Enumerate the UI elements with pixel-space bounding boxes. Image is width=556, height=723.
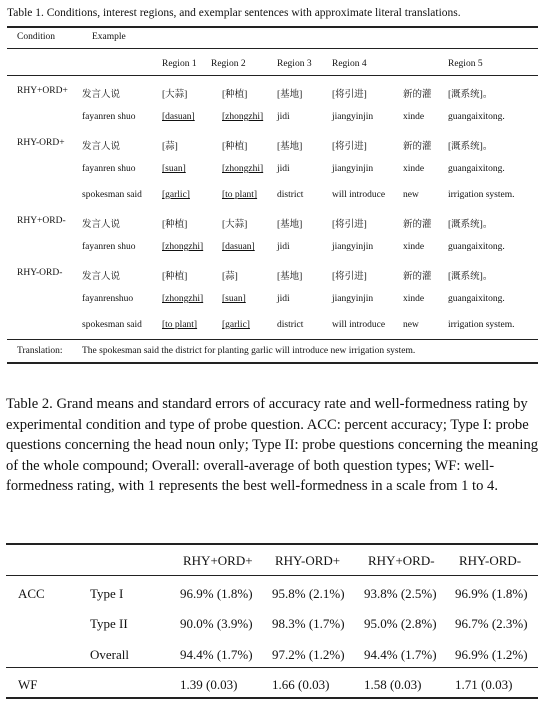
table1-cell-region-2: [to plant] (222, 190, 258, 200)
table1-cell-region-3: [基地] (277, 90, 303, 100)
table2-type-label: Overall (90, 647, 129, 662)
table2-type-label: Type II (90, 616, 128, 631)
table1-cell-region-4b: xinde (403, 112, 425, 122)
table1-translation-text: The spokesman said the district for planting garlic will introduce new irrigation system. (82, 346, 416, 356)
table2-value-cell: 1.39 (0.03) (180, 677, 238, 692)
table1-cell-region-5: [溉系统]。 (448, 220, 493, 230)
table1-cell-region-1: [种植] (162, 272, 188, 282)
table2-value-cell: 1.71 (0.03) (455, 677, 513, 692)
table1-cell-region-4b: new (403, 320, 419, 330)
table1-cell-example: 发言人说 (82, 90, 121, 100)
table1-region-5: Region 5 (448, 59, 483, 69)
table1-header-example: Example (92, 32, 126, 42)
table1-cell-region-3: district (277, 190, 304, 200)
table1-cell-region-4b: xinde (403, 164, 425, 174)
table2-value-cell: 1.66 (0.03) (272, 677, 330, 692)
table1-cell-region-4: jiangyinjin (332, 242, 374, 252)
table2-value-cell: 98.3% (1.7%) (272, 616, 345, 631)
table1-cell-region-1: [蒜] (162, 142, 178, 152)
table1-cell-region-1: [dasuan] (162, 112, 195, 122)
table1-cell-region-5: guangaixitong. (448, 112, 505, 122)
table2-value-cell: 96.9% (1.8%) (180, 586, 253, 601)
table1-cell-region-4b: 新的灌 (403, 272, 432, 282)
table1-cell-region-3: jidi (277, 164, 290, 174)
table1-cell-region-4b: 新的灌 (403, 142, 432, 152)
table1-cell-region-4b: 新的灌 (403, 220, 432, 230)
table1-cell-region-4: will introduce (332, 320, 386, 330)
table1-cell-region-4: [将引进] (332, 142, 367, 152)
table1-cell-region-4: jiangyinjin (332, 164, 374, 174)
table1-cell-region-5: guangaixitong. (448, 164, 505, 174)
table1-condition-label: RHY-ORD- (17, 268, 63, 278)
table1-condition-label: RHY+ORD+ (17, 86, 68, 96)
table1-cell-region-2: [garlic] (222, 320, 250, 330)
table2-value-cell: 97.2% (1.2%) (272, 647, 345, 662)
table1-top-rule (7, 26, 538, 28)
table1-caption: Table 1. Conditions, interest regions, and exemplar sentences with approximate literal translations. (7, 7, 461, 19)
table1-cell-region-4b: xinde (403, 242, 425, 252)
table1-cell-example: 发言人说 (82, 220, 121, 230)
table1-cell-region-3: jidi (277, 112, 290, 122)
table1-translation-label: Translation: (17, 346, 63, 356)
table2-col-3: RHY+ORD- (368, 553, 435, 568)
table1-cell-region-5: irrigation system. (448, 320, 515, 330)
table1-header-condition: Condition (17, 32, 56, 42)
table2-caption: Table 2. Grand means and standard errors of accuracy rate and well-formedness rating by experimental condition and type of probe question. ACC: percent accuracy; Type I: probe questions concerning the head noun only; Type II: probe questions concerning the meaning of the whole compound; Overall: overall-average of both question types; WF: well-formedness rating, with 1 represents the best well-formedness in a scale from 1 to 4. (6, 396, 539, 494)
table1-cell-region-4: jiangyinjin (332, 112, 374, 122)
table1-cell-region-3: jidi (277, 294, 290, 304)
table1-cell-region-2: [种植] (222, 142, 248, 152)
table1-cell-region-3: district (277, 320, 304, 330)
table1-cell-region-5: guangaixitong. (448, 242, 505, 252)
table1-cell-region-2: [大蒜] (222, 220, 248, 230)
table2-value-cell: 96.7% (2.3%) (455, 616, 528, 631)
table1-cell-region-4: [将引进] (332, 272, 367, 282)
table1-cell-region-1: [zhongzhi] (162, 294, 204, 304)
table2-value-cell: 95.0% (2.8%) (364, 616, 437, 631)
table1-cell-region-2: [suan] (222, 294, 246, 304)
table1-cell-region-2: [zhongzhi] (222, 164, 264, 174)
table1-header-rule (7, 48, 538, 49)
table1-bottom-rule (7, 362, 538, 364)
table1-cell-region-4b: new (403, 190, 419, 200)
table1-cell-region-4: [将引进] (332, 220, 367, 230)
table1-cell-region-1: [to plant] (162, 320, 198, 330)
table2-value-cell: 94.4% (1.7%) (364, 647, 437, 662)
table1-cell-region-1: [garlic] (162, 190, 190, 200)
table1-condition-label: RHY+ORD- (17, 216, 66, 226)
table1-cell-region-1: [大蒜] (162, 90, 188, 100)
table2-top-rule (6, 543, 538, 545)
table1-cell-region-4: jiangyinjin (332, 294, 374, 304)
table1-cell-example: fayanren shuo (82, 242, 136, 252)
table1-cell-region-5: [溉系统]。 (448, 142, 493, 152)
table1-region-3: Region 3 (277, 59, 312, 69)
table1-cell-region-1: [zhongzhi] (162, 242, 204, 252)
table1-cell-region-5: [溉系统]。 (448, 272, 493, 282)
table2-value-cell: 94.4% (1.7%) (180, 647, 253, 662)
table1-cell-region-2: [dasuan] (222, 242, 255, 252)
table1-cell-example: spokesman said (82, 190, 142, 200)
table1-cell-region-2: [zhongzhi] (222, 112, 264, 122)
table2-wf-rule (6, 667, 538, 668)
table2-value-cell: 93.8% (2.5%) (364, 586, 437, 601)
table1-cell-region-4b: xinde (403, 294, 425, 304)
table1-region-1: Region 1 (162, 59, 197, 69)
table1-cell-region-5: guangaixitong. (448, 294, 505, 304)
table2-header-rule (6, 575, 538, 576)
table2-value-cell: 96.9% (1.2%) (455, 647, 528, 662)
table2-measure-label: WF (18, 677, 38, 692)
table1-cell-region-2: [种植] (222, 90, 248, 100)
table1-region-4: Region 4 (332, 59, 367, 69)
table2-value-cell: 1.58 (0.03) (364, 677, 422, 692)
table1-cell-example: spokesman said (82, 320, 142, 330)
table1-cell-example: fayanren shuo (82, 112, 136, 122)
table1-condition-label: RHY-ORD+ (17, 138, 65, 148)
table2-value-cell: 90.0% (3.9%) (180, 616, 253, 631)
table1-cell-region-1: [种植] (162, 220, 188, 230)
table1-cell-region-5: irrigation system. (448, 190, 515, 200)
table1-cell-region-2: [蒜] (222, 272, 238, 282)
table2-bottom-rule (6, 697, 538, 699)
table1-cell-region-4: will introduce (332, 190, 386, 200)
table1-cell-region-3: jidi (277, 242, 290, 252)
table2-col-1: RHY+ORD+ (183, 553, 253, 568)
table1-cell-region-4: [将引进] (332, 90, 367, 100)
table2-col-4: RHY-ORD- (459, 553, 522, 568)
table1-region-2: Region 2 (211, 59, 246, 69)
table1-translation-rule (7, 339, 538, 340)
table1-cell-example: fayanren shuo (82, 164, 136, 174)
table2-col-2: RHY-ORD+ (275, 553, 341, 568)
table1-cell-region-5: [溉系统]。 (448, 90, 493, 100)
table1-cell-region-3: [基地] (277, 272, 303, 282)
table1-cell-region-4b: 新的灌 (403, 90, 432, 100)
table1-cell-example: 发言人说 (82, 272, 121, 282)
table2-value-cell: 96.9% (1.8%) (455, 586, 528, 601)
table1-cell-example: 发言人说 (82, 142, 121, 152)
table2-value-cell: 95.8% (2.1%) (272, 586, 345, 601)
table1-cell-example: fayanrenshuo (82, 294, 134, 304)
table1-region-rule (7, 75, 538, 76)
table2-measure-label: ACC (18, 586, 45, 601)
table1-cell-region-3: [基地] (277, 220, 303, 230)
table1-cell-region-1: [suan] (162, 164, 186, 174)
table1-cell-region-3: [基地] (277, 142, 303, 152)
table2-type-label: Type I (90, 586, 124, 601)
